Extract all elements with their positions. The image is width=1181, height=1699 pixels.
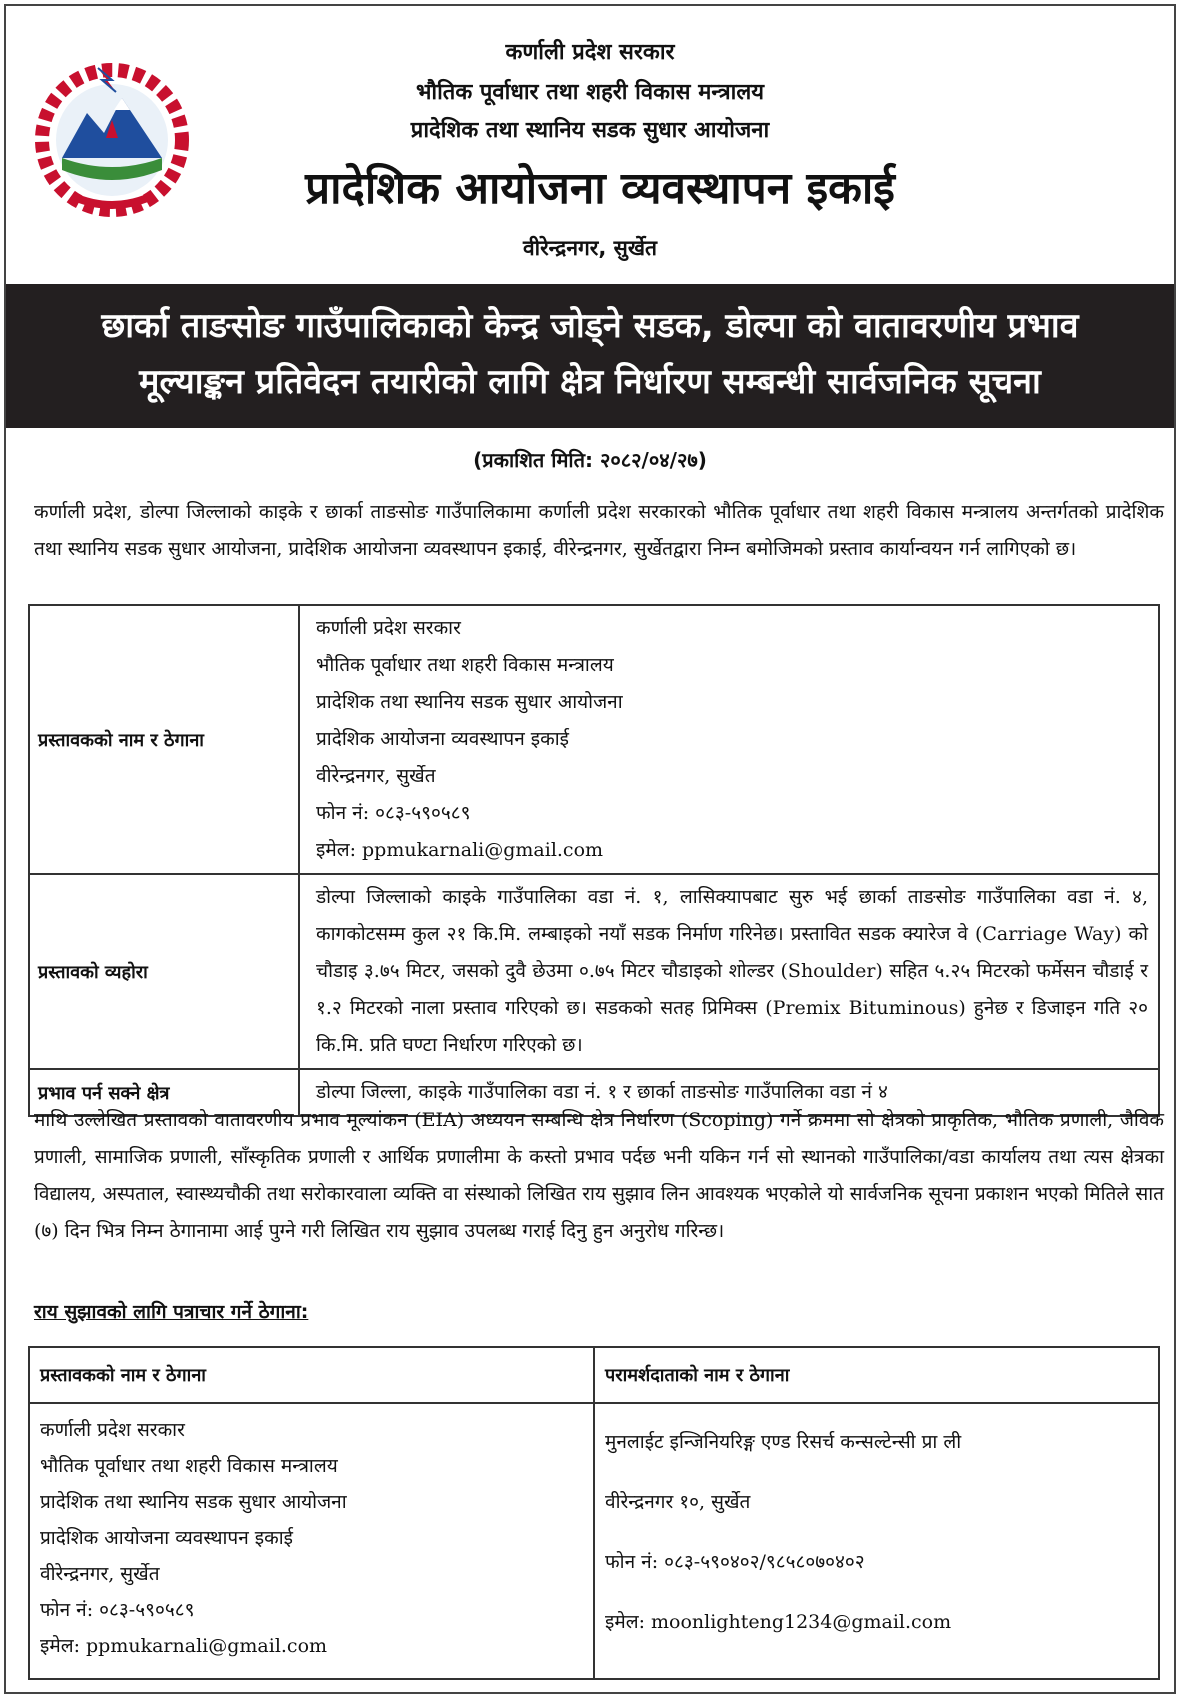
address-line: वीरेन्द्रनगर, सुर्खेत xyxy=(316,765,436,787)
banner-line-1: छार्का ताङसोङ गाउँपालिकाको केन्द्र जोड्ने सडक, डोल्पा को वातावरणीय प्रभाव xyxy=(101,306,1079,346)
proponent-heading: प्रस्तावकको नाम र ठेगाना xyxy=(29,1347,594,1403)
consultant-contact xyxy=(594,1403,1159,1679)
address-line: वीरेन्द्रनगर, सुर्खेत xyxy=(40,1563,160,1585)
address-line: प्रादेशिक तथा स्थानिय सडक सुधार आयोजना xyxy=(40,1491,347,1513)
email-line: इमेल: ppmukarnali@gmail.com xyxy=(316,839,604,861)
phone-line: फोन नं: ०८३-५९०५८९ xyxy=(40,1599,195,1621)
phone-line: फोन नं: ०८३-५९०४०२/९८५८०७०४०२ xyxy=(605,1551,865,1573)
address-line: प्रादेशिक आयोजना व्यवस्थापन इकाई xyxy=(316,728,569,750)
table-row xyxy=(29,1347,1159,1403)
scoping-paragraph: माथि उल्लेखित प्रस्तावको वातावरणीय प्रभाव मूल्यांकन (EIA) अध्ययन सम्बन्धि क्षेत्र निर्धारण (Scoping) गर्ने क्रममा सो क्षेत्रको प्राकृतिक, भौतिक प्रणाली, जैविक प्रणाली, सामाजिक प्रणाली, साँस्कृतिक प्रणाली र आर्थिक प्रणालीमा के कस्तो प्रभाव पर्दछ भनी यकिन गर्न सो स्थानको गाउँपालिका/वडा कार्यालय तथा त्यस क्षेत्रका विद्यालय, अस्पताल, स्वास्थ्यचौकी तथा सरोकारवाला व्यक्ति वा संस्थाको लिखित राय सुझाव लिन आवश्यक भएकोले यो सार्वजनिक सूचना प्रकाशन भएको मितिले सात (७) दिन भित्र निम्न ठेगानामा आई पुग्ने गरी लिखित राय सुझाव उपलब्ध गराई दिनु हुन अनुरोध गरिन्छ। xyxy=(34,1109,1164,1242)
notice-banner xyxy=(6,284,1174,428)
notice-frame xyxy=(4,4,1176,1694)
consultant-name: मुनलाईट इन्जिनियरिङ्ग एण्ड रिसर्च कन्सल्टेन्सी प्रा ली xyxy=(605,1431,962,1453)
table-row xyxy=(29,1403,1159,1679)
proposal-label: प्रस्तावको व्यहोरा xyxy=(29,874,299,1069)
consultant-heading: परामर्शदाताको नाम र ठेगाना xyxy=(594,1347,1159,1403)
header-ministry: भौतिक पूर्वाधार तथा शहरी विकास मन्त्रालय xyxy=(415,80,765,105)
address-line: प्रादेशिक तथा स्थानिय सडक सुधार आयोजना xyxy=(316,691,623,713)
phone-line: फोन नं: ०८३-५९०५८९ xyxy=(316,802,471,824)
proponent-contact xyxy=(29,1403,594,1679)
published-date: (प्रकाशित मिति: २०८२/०४/२७) xyxy=(473,448,707,472)
table-row xyxy=(29,874,1159,1069)
address-line: भौतिक पूर्वाधार तथा शहरी विकास मन्त्रालय xyxy=(316,654,614,676)
address-line: प्रादेशिक आयोजना व्यवस्थापन इकाई xyxy=(40,1527,293,1549)
header xyxy=(6,6,1174,278)
proponent-label: प्रस्तावकको नाम र ठेगाना xyxy=(29,605,299,874)
details-table xyxy=(28,604,1160,1117)
intro-paragraph: कर्णाली प्रदेश, डोल्पा जिल्लाको काइके र छार्का ताङसोङ गाउँपालिकामा कर्णाली प्रदेश सरकारको भौतिक पूर्वाधार तथा शहरी विकास मन्त्रालय अन्तर्गतको प्रादेशिक तथा स्थानिय सडक सुधार आयोजना, प्रादेशिक आयोजना व्यवस्थापन इकाई, वीरेन्द्रनगर, सुर्खेतद्वारा निम्न बमोजिमको प्रस्ताव कार्यान्वयन गर्न लागिएको छ। xyxy=(34,501,1164,560)
area-text: डोल्पा जिल्ला, काइके गाउँपालिका वडा नं. १ र छार्का ताङसोङ गाउँपालिका वडा नं ४ xyxy=(299,1069,1159,1116)
header-title: प्रादेशिक आयोजना व्यवस्थापन इकाई xyxy=(305,163,895,214)
header-project: प्रादेशिक तथा स्थानिय सडक सुधार आयोजना xyxy=(410,118,770,143)
header-government: कर्णाली प्रदेश सरकार xyxy=(505,40,675,65)
banner-line-2: मूल्याङ्कन प्रतिवेदन तयारीको लागि क्षेत्र निर्धारण सम्बन्धी सार्वजनिक सूचना xyxy=(139,362,1041,402)
header-location: वीरेन्द्रनगर, सुर्खेत xyxy=(522,236,658,260)
correspondence-heading: राय सुझावको लागि पत्राचार गर्ने ठेगाना: xyxy=(34,1301,309,1323)
table-row xyxy=(29,605,1159,874)
email-line: इमेल: ppmukarnali@gmail.com xyxy=(40,1635,328,1657)
proponent-address xyxy=(299,605,1159,874)
address-line: कर्णाली प्रदेश सरकार xyxy=(316,617,461,639)
proposal-text: डोल्पा जिल्लाको काइके गाउँपालिका वडा नं. १, लासिक्यापबाट सुरु भई छार्का ताङसोङ गाउँपालिका वडा नं. ४, कागकोटसम्म कुल २१ कि.मि. लम्बाइको नयाँ सडक निर्माण गरिनेछ। प्रस्तावित सडक क्यारेज वे (Carriage Way) को चौडाइ ३.७५ मिटर, जसको दुवै छेउमा ०.७५ मिटर चौडाइको शोल्डर (Shoulder) सहित ५.२५ मिटरको फर्मेसन चौडाई र १.२ मिटरको नाला प्रस्ताव गरिएको छ। सडकको सतह प्रिमिक्स (Premix Bituminous) हुनेछ र डिजाइन गति २० कि.मि. प्रति घण्टा निर्धारण गरिएको छ। xyxy=(299,874,1159,1069)
area-label: प्रभाव पर्न सक्ने क्षेत्र xyxy=(29,1069,299,1116)
address-line: भौतिक पूर्वाधार तथा शहरी विकास मन्त्रालय xyxy=(40,1455,338,1477)
address-line: वीरेन्द्रनगर १०, सुर्खेत xyxy=(605,1491,751,1513)
address-line: कर्णाली प्रदेश सरकार xyxy=(40,1419,185,1441)
email-line: इमेल: moonlighteng1234@gmail.com xyxy=(605,1611,952,1633)
contacts-table xyxy=(28,1346,1160,1680)
